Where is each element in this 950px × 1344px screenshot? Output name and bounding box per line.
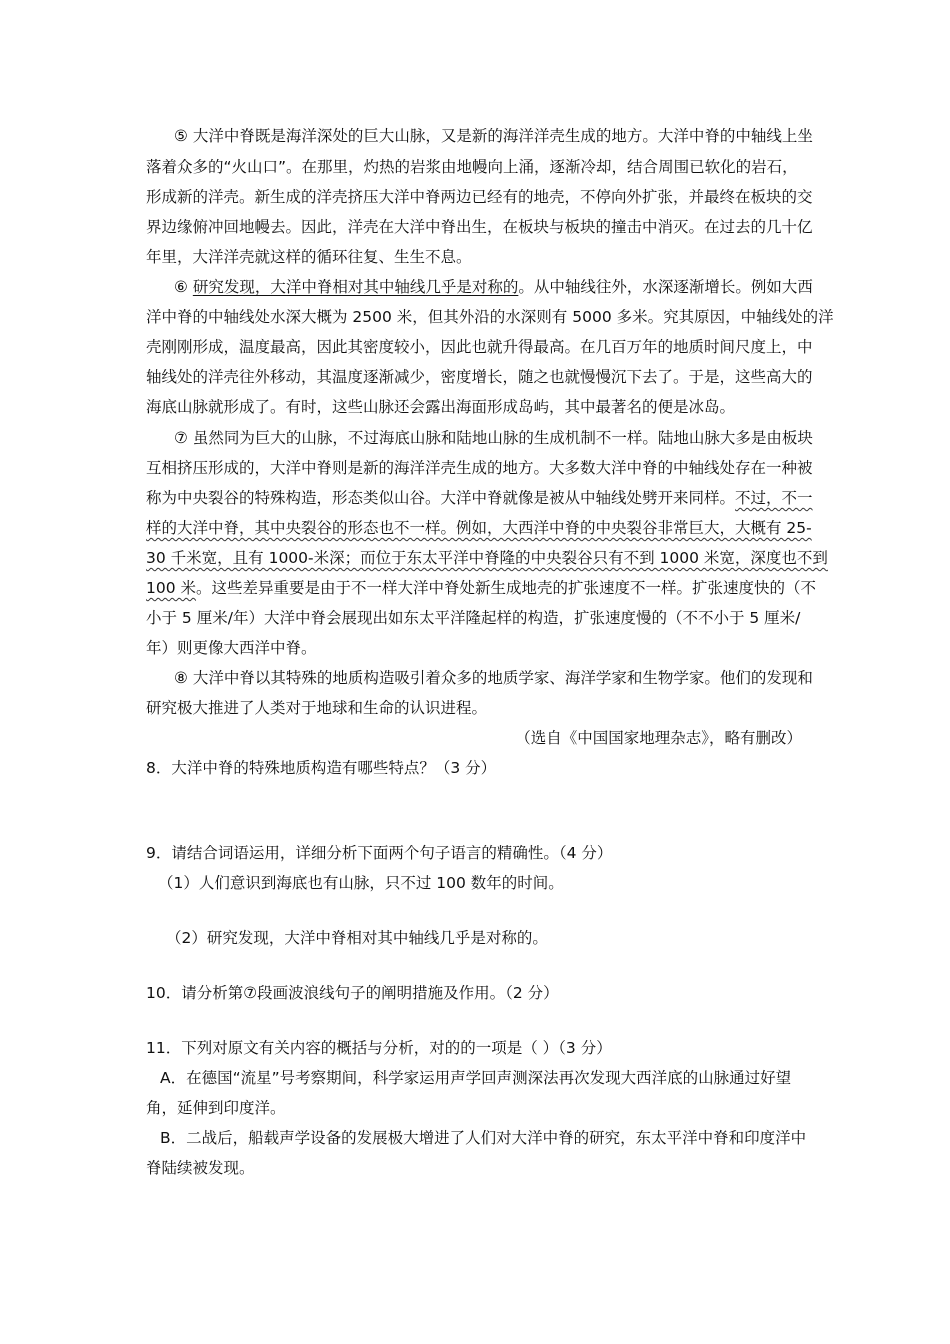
p6-line-3: 壳刚刚形成，温度最高，因此其密度较小，因此也就升得最高。在几百万年的地质时间尺度上，中 [146, 338, 813, 356]
p6-underlined-sentence: 研究发现，大洋中脊相对其中轴线几乎是对称的 [192, 278, 519, 296]
p7-line-6-rest: 。这些差异重要是由于不一样大洋中脊处新生成地壳的扩张速度不一样。扩张速度快的（不 [196, 579, 817, 597]
source-note: （选自《中国国家地理杂志》，略有删改） [515, 729, 802, 747]
p7-wavy-line-4: 样的大洋中脊，其中央裂谷的形态也不一样。例如，大西洋中脊的中央裂谷非常巨大，大概有 25- [146, 519, 812, 537]
p6-line-4: 轴线处的洋壳往外移动，其温度逐渐减少，密度增长，随之也就慢慢沉下去了。于是，这些高大的 [146, 368, 813, 386]
question-9: 9．请结合词语运用，详细分析下面两个句子语言的精确性。（4 分） [146, 844, 613, 862]
p7-line-4 [146, 518, 812, 538]
p6-line-2: 洋中脊的中轴线处水深大概为 2500 米，但其外沿的水深则有 5000 多米。究其原因，中轴线处的洋 [146, 308, 834, 326]
p8-line-2: 研究极大推进了人类对于地球和生命的认识进程。 [146, 699, 488, 717]
option-b-line-2: 脊陆续被发现。 [146, 1159, 255, 1177]
p5-line-5: 年里，大洋洋壳就这样的循环往复、生生不息。 [146, 248, 472, 266]
p8-line-1: ⑧ 大洋中脊以其特殊的地质构造吸引着众多的地质学家、海洋学家和生物学家。他们的发现和 [174, 669, 813, 687]
p5-line-1: ⑤ 大洋中脊既是海洋深处的巨大山脉，又是新的海洋洋壳生成的地方。大洋中脊的中轴线上坐 [174, 127, 813, 145]
option-b-line-1: B．二战后，船载声学设备的发展极大增进了人们对大洋中脊的研究，东太平洋中脊和印度洋中 [160, 1129, 807, 1147]
p7-line-8: 年）则更像大西洋中脊。 [146, 639, 317, 657]
p7-line-6 [146, 578, 817, 598]
p7-line-2: 互相挤压形成的，大洋中脊则是新的海洋洋壳生成的地方。大多数大洋中脊的中轴线处存在一种被 [146, 459, 813, 477]
p6-line-1-rest: 。从中轴线往外，水深逐渐增长。例如大西 [518, 278, 813, 296]
p7-line-3-text: 称为中央裂谷的特殊构造，形态类似山谷。大洋中脊就像是被从中轴线处劈开来同样。 [146, 489, 736, 507]
p7-line-1: ⑦ 虽然同为巨大的山脉，不过海底山脉和陆地山脉的生成机制不一样。陆地山脉大多是由板块 [174, 429, 813, 447]
p7-line-3 [146, 488, 813, 508]
p5-line-2: 落着众多的“火山口”。在那里，灼热的岩浆由地幔向上涌，逐渐冷却，结合周围已软化的岩石， [146, 158, 798, 176]
p7-wavy-start: 不过，不一 [735, 489, 813, 507]
p7-wavy-end: 100 米 [146, 579, 197, 597]
question-10: 10．请分析第⑦段画波浪线句子的阐明措施及作用。（2 分） [146, 984, 559, 1002]
p7-line-5 [146, 548, 828, 568]
question-9-item-1: （1）人们意识到海底也有山脉，只不过 100 数年的时间。 [158, 874, 564, 892]
p5-line-3: 形成新的洋壳。新生成的洋壳挤压大洋中脊两边已经有的地壳，不停向外扩张，并最终在板块的交 [146, 188, 813, 206]
p7-wavy-line-5: 30 千米宽，且有 1000-米深；而位于东太平洋中脊隆的中央裂谷只有不到 1000 米宽，深度也不到 [146, 549, 828, 567]
question-9-item-2: （2）研究发现，大洋中脊相对其中轴线几乎是对称的。 [166, 929, 548, 947]
option-a-line-1: A．在德国“流星”号考察期间，科学家运用声学回声测深法再次发现大西洋底的山脉通过好望 [160, 1069, 792, 1087]
p6-line-5: 海底山脉就形成了。有时，这些山脉还会露出海面形成岛屿，其中最著名的便是冰岛。 [146, 398, 736, 416]
p5-line-4: 界边缘俯冲回地幔去。因此，洋壳在大洋中脊出生，在板块与板块的撞击中消灭。在过去的几十亿 [146, 218, 813, 236]
p7-line-7: 小于 5 厘米/年）大洋中脊会展现出如东太平洋隆起样的构造，扩张速度慢的（不不小于 5 厘米/ [146, 609, 801, 627]
p6-number: ⑥ [174, 278, 193, 296]
p6-line-1 [174, 277, 834, 297]
question-8: 8．大洋中脊的特殊地质构造有哪些特点？（3 分） [146, 759, 497, 777]
question-11: 11．下列对原文有关内容的概括与分析，对的的一项是（ ）（3 分） [146, 1039, 612, 1057]
option-a-line-2: 角，延伸到印度洋。 [146, 1099, 286, 1117]
